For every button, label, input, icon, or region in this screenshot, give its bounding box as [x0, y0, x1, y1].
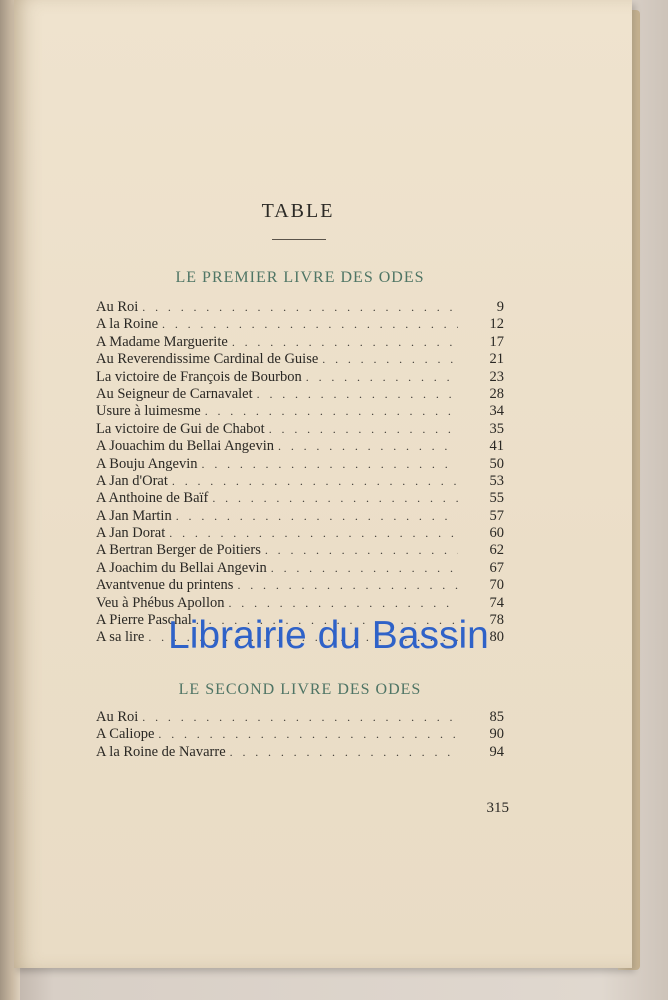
toc-entry — [96, 542, 504, 559]
toc-entry-page: 53 — [489, 472, 504, 489]
toc-entry-page: 28 — [489, 385, 504, 402]
dot-leader — [228, 595, 458, 612]
toc-entry-page: 90 — [489, 726, 504, 743]
toc-entry-title: A la Roine — [96, 316, 159, 333]
toc-entry-page: 74 — [489, 594, 504, 611]
toc-entry — [96, 421, 504, 438]
toc-entry-page: 35 — [489, 420, 504, 437]
page-number: 315 — [486, 800, 509, 816]
toc-list-second-livre — [96, 709, 504, 761]
toc-entry-page: 23 — [489, 368, 504, 385]
toc-entry-title: A Madame Marguerite — [96, 333, 228, 350]
toc-entry-page: 62 — [489, 542, 504, 559]
toc-entry-title: La victoire de Gui de Chabot — [96, 420, 265, 437]
dot-leader — [278, 438, 458, 455]
toc-entry — [96, 595, 504, 612]
toc-entry — [96, 490, 504, 507]
toc-entry — [96, 386, 504, 403]
dot-leader — [202, 456, 458, 473]
dot-leader — [232, 334, 458, 351]
dot-leader — [237, 577, 458, 594]
toc-entry-title: Au Roi — [96, 299, 139, 315]
toc-entry — [96, 577, 504, 594]
section-heading-premier-livre: LE PREMIER LIVRE DES ODES — [175, 269, 425, 286]
dot-leader — [205, 403, 458, 420]
toc-entry — [96, 316, 504, 333]
watermark-text: Librairie du Bassin — [168, 614, 489, 657]
toc-entry — [96, 403, 504, 420]
toc-entry-title: Au Seigneur de Carnavalet — [96, 385, 253, 402]
toc-entry — [96, 351, 504, 368]
toc-entry-page: 9 — [496, 299, 504, 315]
dot-leader — [142, 709, 458, 726]
toc-entry-title: Usure à luimesme — [96, 403, 201, 420]
toc-entry — [96, 709, 504, 726]
toc-entry-title: A la Roine de Navarre — [96, 743, 226, 760]
toc-entry — [96, 744, 504, 761]
dot-leader — [169, 525, 458, 542]
toc-entry-page: 78 — [489, 612, 504, 629]
toc-entry — [96, 726, 504, 743]
toc-entry — [96, 456, 504, 473]
toc-entry-title: A Bouju Angevin — [96, 455, 198, 472]
dot-leader — [306, 369, 458, 386]
toc-entry-title: A Jouachim du Bellai Angevin — [96, 438, 275, 455]
toc-entry — [96, 560, 504, 577]
dot-leader — [322, 351, 458, 368]
toc-entry-page: 85 — [489, 709, 504, 725]
toc-entry-page: 60 — [489, 525, 504, 542]
dot-leader — [172, 473, 458, 490]
dot-leader — [158, 726, 458, 743]
toc-entry-title: A Jan d'Orat — [96, 472, 168, 489]
toc-entry-title: Avantvenue du printens — [96, 577, 234, 594]
toc-entry-page: 70 — [489, 577, 504, 594]
toc-entry-page: 41 — [489, 438, 504, 455]
toc-entry-page: 17 — [489, 333, 504, 350]
toc-entry — [96, 525, 504, 542]
toc-entry-page: 57 — [489, 507, 504, 524]
toc-entry-title: A Jan Martin — [96, 507, 172, 524]
page-title: TABLE — [261, 200, 335, 222]
toc-entry-title: Au Roi — [96, 709, 139, 725]
toc-entry — [96, 299, 504, 316]
title-divider — [272, 239, 326, 240]
toc-entry-page: 34 — [489, 403, 504, 420]
toc-entry-page: 12 — [489, 316, 504, 333]
toc-entry-title: A Caliope — [96, 726, 155, 743]
toc-entry-page: 94 — [489, 743, 504, 760]
toc-entry-page: 21 — [489, 351, 504, 368]
dot-leader — [176, 508, 458, 525]
toc-entry-page: 67 — [489, 559, 504, 576]
dot-leader — [142, 299, 458, 316]
toc-entry-title: Veu à Phébus Apollon — [96, 594, 225, 611]
toc-entry — [96, 508, 504, 525]
toc-entry-title: A Pierre Paschal — [96, 612, 192, 629]
dot-leader — [265, 542, 458, 559]
toc-entry-title: A Anthoine de Baïf — [96, 490, 209, 507]
toc-entry-title: A sa lire — [96, 629, 145, 646]
toc-entry-title: A Bertran Berger de Poitiers — [96, 542, 261, 559]
dot-leader — [257, 386, 458, 403]
toc-entry-title: A Joachim du Bellai Angevin — [96, 559, 267, 576]
toc-entry — [96, 369, 504, 386]
section-heading-second-livre: LE SECOND LIVRE DES ODES — [178, 681, 422, 698]
toc-entry — [96, 334, 504, 351]
toc-list-premier-livre — [96, 299, 504, 647]
toc-entry-title: La victoire de François de Bourbon — [96, 368, 302, 385]
toc-entry-page: 50 — [489, 455, 504, 472]
toc-entry — [96, 473, 504, 490]
book-page — [14, 0, 632, 968]
dot-leader — [269, 421, 458, 438]
toc-entry-title: A Jan Dorat — [96, 525, 166, 542]
toc-entry-page: 55 — [489, 490, 504, 507]
dot-leader — [212, 490, 458, 507]
toc-entry-page: 80 — [489, 629, 504, 646]
dot-leader — [271, 560, 458, 577]
toc-entry — [96, 438, 504, 455]
dot-leader — [162, 316, 458, 333]
toc-entry-title: Au Reverendissime Cardinal de Guise — [96, 351, 319, 368]
dot-leader — [230, 744, 458, 761]
